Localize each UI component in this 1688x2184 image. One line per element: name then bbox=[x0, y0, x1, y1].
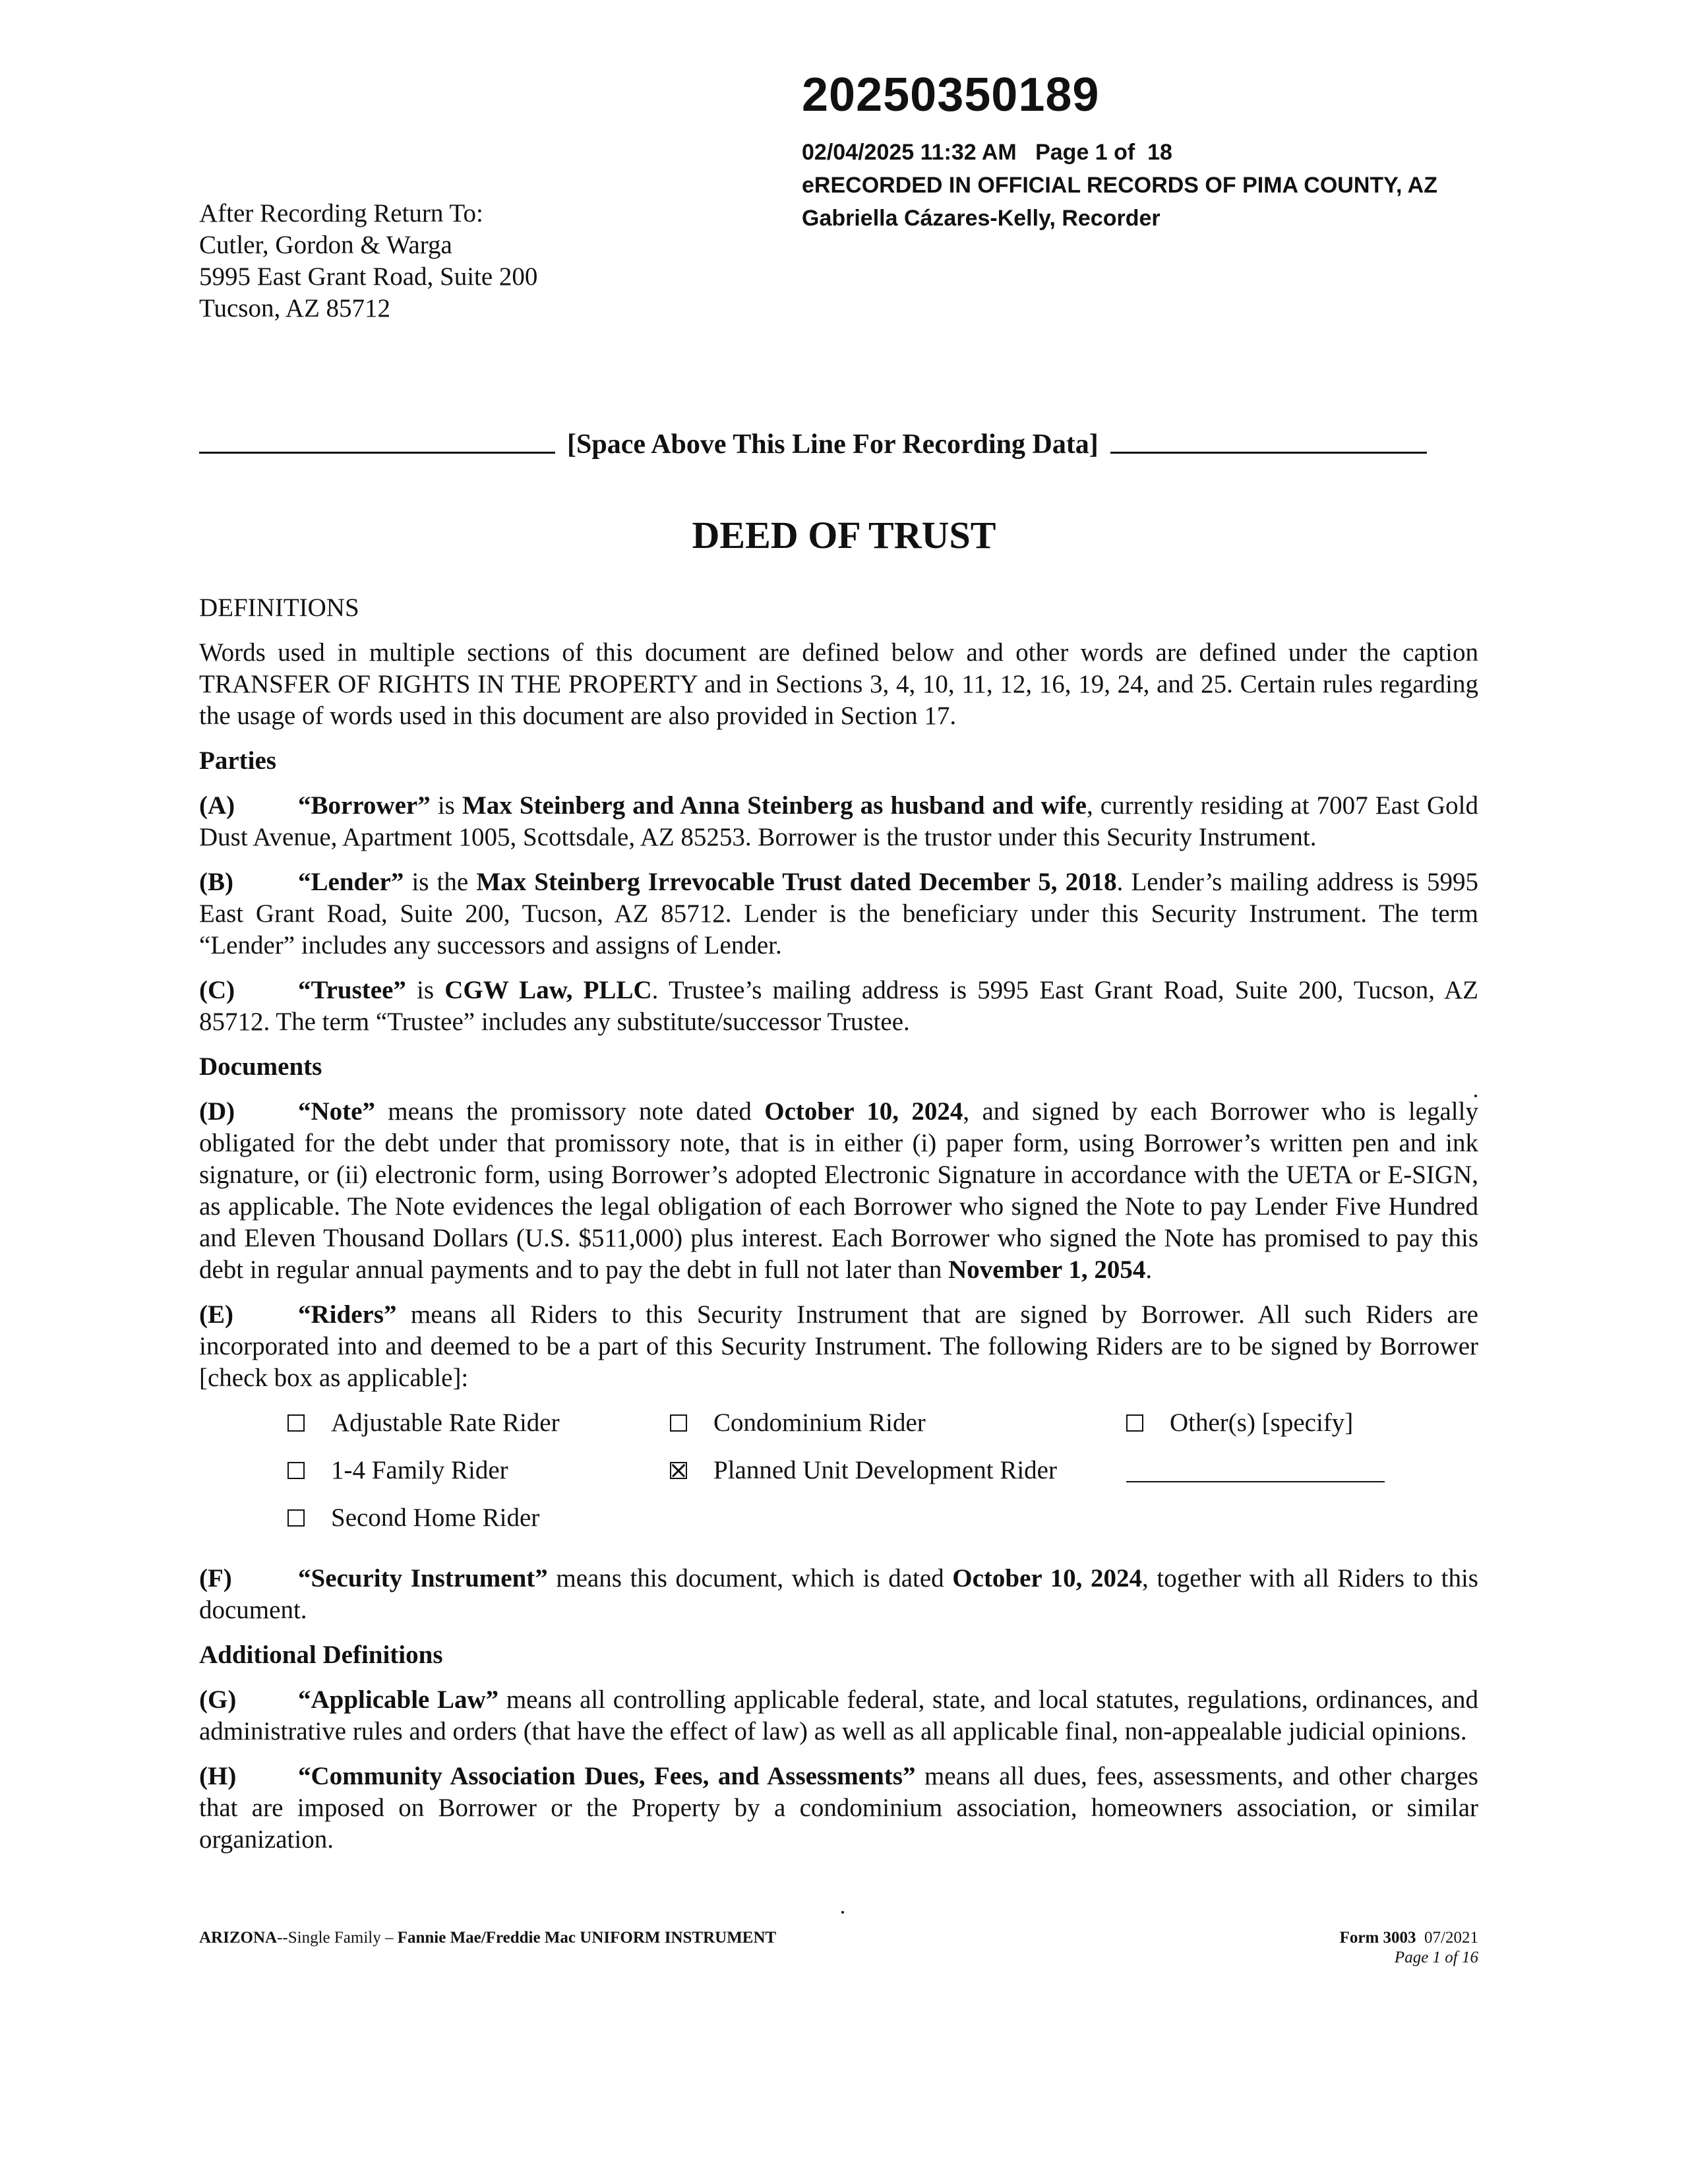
borrower-name: Max Steinberg and Anna Steinberg as husband and wife bbox=[462, 791, 1087, 820]
definition-security-instrument bbox=[199, 1563, 1478, 1626]
footer-form-date: 07/2021 bbox=[1416, 1929, 1478, 1947]
rider-label: 1-4 Family Rider bbox=[331, 1456, 508, 1484]
definition-term: “Riders” bbox=[298, 1300, 397, 1329]
definition-text: means all dues, fees, assessments, and other charges that are imposed on Borrower or the Property by a condominium association, homeowners association, or similar organization. bbox=[199, 1762, 1478, 1854]
footer-form-number: Form 3003 bbox=[1339, 1929, 1416, 1947]
definition-term: “Security Instrument” bbox=[298, 1564, 548, 1592]
definition-term: “Applicable Law” bbox=[298, 1685, 499, 1714]
return-name: Cutler, Gordon & Warga bbox=[199, 231, 452, 259]
definition-label: (H) bbox=[199, 1762, 237, 1790]
recording-info bbox=[802, 136, 1437, 235]
document-title: DEED OF TRUST bbox=[692, 514, 996, 557]
maturity-date: November 1, 2054 bbox=[948, 1256, 1146, 1284]
definition-borrower bbox=[199, 790, 1478, 853]
definition-text: means all controlling applicable federal, state, and local statutes, regulations, ordinances, and administrative rules and orders (that have the effect of law) as well as all applicable final, non-appealable judicial opinions. bbox=[199, 1685, 1478, 1745]
checkbox-unchecked[interactable] bbox=[1126, 1414, 1143, 1432]
definition-text: is bbox=[430, 791, 462, 820]
definition-text: . Trustee’s mailing address is 5995 East Grant Road, Suite 200, Tucson, AZ 85712. The term “Trustee” includes any substitute/successor Trustee. bbox=[199, 976, 1479, 1036]
footer-type: --Single Family – bbox=[277, 1929, 398, 1947]
riders-checklist bbox=[199, 1407, 1478, 1554]
definition-riders bbox=[199, 1299, 1478, 1394]
definitions-heading: DEFINITIONS bbox=[199, 593, 359, 622]
rider-other[interactable] bbox=[1126, 1407, 1353, 1439]
definition-label: (G) bbox=[199, 1685, 237, 1714]
return-street: 5995 East Grant Road, Suite 200 bbox=[199, 262, 538, 291]
rider-second-home[interactable] bbox=[287, 1502, 539, 1534]
rider-planned-unit-development[interactable] bbox=[670, 1455, 1057, 1486]
footer-state: ARIZONA bbox=[199, 1929, 278, 1947]
rider-label: Condominium Rider bbox=[713, 1409, 926, 1437]
rider-label: Planned Unit Development Rider bbox=[713, 1456, 1057, 1484]
definition-label: (E) bbox=[199, 1300, 233, 1329]
rider-label: Second Home Rider bbox=[331, 1503, 540, 1532]
rider-condominium[interactable] bbox=[670, 1407, 926, 1439]
definition-term: “Trustee” bbox=[298, 976, 406, 1004]
definition-label: (A) bbox=[199, 791, 235, 820]
definition-text: , currently residing at 7007 East Gold Dust Avenue, Apartment 1005, Scottsdale, AZ 85253. Borrower is the trustor under this Security Instrument. bbox=[199, 791, 1479, 851]
definition-term: “Lender” bbox=[298, 868, 404, 896]
checkbox-unchecked[interactable] bbox=[670, 1414, 687, 1432]
definition-trustee bbox=[199, 975, 1478, 1038]
footer-instrument: Fannie Mae/Freddie Mac UNIFORM INSTRUMENT bbox=[397, 1929, 777, 1947]
definition-label: (B) bbox=[199, 868, 233, 896]
lender-name: Max Steinberg Irrevocable Trust dated December 5, 2018 bbox=[476, 868, 1117, 896]
instrument-date: October 10, 2024 bbox=[952, 1564, 1142, 1592]
footer-form-name bbox=[199, 1928, 776, 1948]
definition-term: “Note” bbox=[298, 1097, 375, 1126]
document-body bbox=[199, 592, 1478, 1856]
section-heading-documents: Documents bbox=[199, 1052, 322, 1081]
checkbox-checked[interactable] bbox=[670, 1462, 687, 1479]
checkbox-unchecked[interactable] bbox=[287, 1462, 305, 1479]
return-address bbox=[199, 198, 537, 324]
definition-text: . bbox=[1145, 1256, 1153, 1284]
definitions-intro: Words used in multiple sections of this document are defined below and other words are defined under the caption TRANSFER OF RIGHTS IN THE PROPERTY and in Sections 3, 4, 10, 11, 12, 16, 19, 24, and 25. Certain rules regarding the usage of words used in this document are also provided in Section 17. bbox=[199, 638, 1478, 730]
recording-number: 20250350189 bbox=[802, 69, 1100, 121]
blank-rule bbox=[199, 452, 555, 454]
blank-rule bbox=[1110, 452, 1427, 454]
footer-form-info bbox=[1340, 1928, 1478, 1968]
recording-datetime: 02/04/2025 11:32 AM Page 1 of 18 bbox=[802, 140, 1172, 165]
return-heading: After Recording Return To: bbox=[199, 199, 483, 228]
return-city: Tucson, AZ 85712 bbox=[199, 294, 391, 322]
recording-space-line bbox=[199, 429, 1478, 460]
footer-page-number: Page 1 of 16 bbox=[1394, 1949, 1478, 1966]
definition-label: (F) bbox=[199, 1564, 232, 1592]
definition-term: “Community Association Dues, Fees, and Assessments” bbox=[298, 1762, 916, 1790]
section-heading-additional: Additional Definitions bbox=[199, 1641, 443, 1669]
trustee-name: CGW Law, PLLC bbox=[444, 976, 652, 1004]
definition-label: (D) bbox=[199, 1097, 235, 1126]
section-heading-parties: Parties bbox=[199, 746, 276, 775]
definition-text: , together with all Riders to this document. bbox=[199, 1564, 1478, 1624]
rider-adjustable-rate[interactable] bbox=[287, 1407, 560, 1439]
definition-text: , and signed by each Borrower who is legally obligated for the debt under that promissory note, that is in either (i) paper form, using Borrower’s written pen and ink signature, or (ii) electronic form, using Borrower’s adopted Electronic Signature in accordance with the UETA or E-SIGN, as applicable. The Note evidences the legal obligation of each Borrower who signed the Note to pay Lender Five Hundred and Eleven Thousand Dollars (U.S. $511,000) plus interest. Each Borrower who signed the Note has promised to pay this debt in regular annual payments and to pay the debt in full not later than bbox=[199, 1097, 1478, 1284]
definition-text: is bbox=[406, 976, 445, 1004]
checkbox-unchecked[interactable] bbox=[287, 1414, 305, 1432]
definition-text: means all Riders to this Security Instrument that are signed by Borrower. All such Riders are incorporated into and deemed to be a part of this Security Instrument. The following Riders are to be signed by Borrower [check box as applicable]: bbox=[199, 1300, 1478, 1392]
space-line-text: [Space Above This Line For Recording Data] bbox=[567, 429, 1099, 460]
definition-label: (C) bbox=[199, 976, 235, 1004]
definition-text: is the bbox=[404, 868, 477, 896]
definition-text: means this document, which is dated bbox=[547, 1564, 953, 1592]
recording-office: eRECORDED IN OFFICIAL RECORDS OF PIMA COUNTY, AZ bbox=[802, 173, 1438, 198]
recorder-name: Gabriella Cázares-Kelly, Recorder bbox=[802, 206, 1160, 231]
definition-term: “Borrower” bbox=[298, 791, 431, 820]
scan-dot bbox=[841, 1911, 844, 1914]
rider-label: Adjustable Rate Rider bbox=[331, 1409, 560, 1437]
checkbox-unchecked[interactable] bbox=[287, 1509, 305, 1527]
other-rider-blank-line[interactable] bbox=[1126, 1481, 1385, 1482]
rider-1-4-family[interactable] bbox=[287, 1455, 508, 1486]
scan-dot bbox=[1474, 1095, 1477, 1097]
note-date: October 10, 2024 bbox=[764, 1097, 963, 1126]
definition-text: . Lender’s mailing address is 5995 East Grant Road, Suite 200, Tucson, AZ 85712. Lender is the beneficiary under this Security Instrument. The term “Lender” includes any successors and assigns of Lender. bbox=[199, 868, 1478, 959]
definition-text: means the promissory note dated bbox=[375, 1097, 765, 1126]
rider-label: Other(s) [specify] bbox=[1170, 1409, 1354, 1437]
definition-applicable-law bbox=[199, 1684, 1478, 1747]
definition-lender bbox=[199, 866, 1478, 961]
definition-community-association bbox=[199, 1761, 1478, 1856]
definition-note bbox=[199, 1096, 1478, 1286]
